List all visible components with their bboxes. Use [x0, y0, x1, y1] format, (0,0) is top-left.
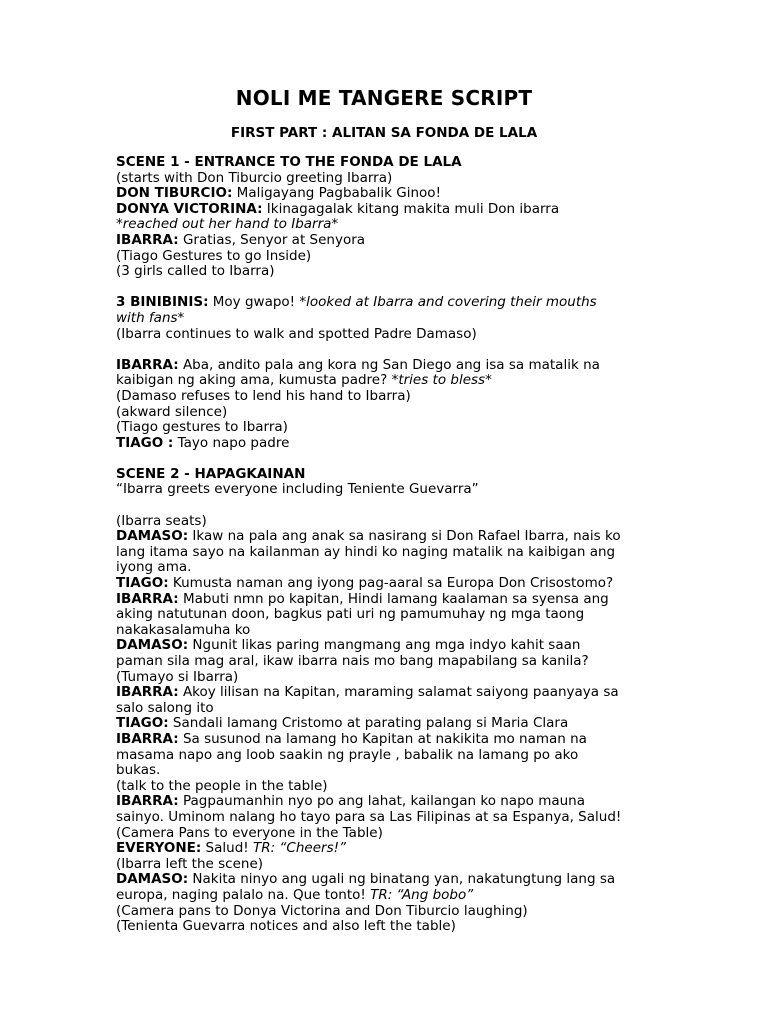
dialogue-text: Ikinagagalak kitang makita muli Don ibarra — [262, 200, 560, 217]
dialogue-text: Pagpaumanhin nyo po ang lahat, kailangan ko napo mauna — [178, 793, 586, 810]
dialogue-text: Ikaw na pala ang anak sa nasirang si Don Rafael Ibarra, nais ko — [188, 528, 621, 545]
dialogue-continuation: iyong ama. — [116, 559, 192, 576]
speaker-name: IBARRA: — [116, 356, 179, 373]
stage-direction: (Tiago Gestures to go Inside) — [116, 247, 312, 264]
scene-1-heading: SCENE 1 - ENTRANCE TO THE FONDA DE LALA — [116, 154, 462, 170]
stage-direction: (talk to the people in the table) — [116, 777, 328, 794]
part-heading: FIRST PART : ALITAN SA FONDA DE LALA — [230, 125, 538, 141]
dialogue-line — [116, 685, 656, 701]
speaker-name: DON TIBURCIO: — [116, 185, 233, 202]
dialogue-line — [116, 529, 656, 545]
speaker-name: IBARRA: — [116, 793, 179, 810]
blank-line — [116, 498, 656, 514]
stage-direction: (Ibarra continues to walk and spotted Padre Damaso) — [116, 325, 477, 342]
stage-direction: (Tiago gestures to Ibarra) — [116, 419, 288, 436]
dialogue-text: Aba, andito pala ang kora ng San Diego ang isa sa matalik na — [178, 356, 600, 373]
speaker-name: TIAGO: — [116, 715, 169, 732]
dialogue-text: Nakita ninyo ang ugali ng binatang yan, nakatungtung lang sa — [188, 871, 616, 888]
dialogue-line — [116, 592, 656, 608]
dialogue-text: Maligayang Pagbabalik Ginoo! — [232, 185, 441, 202]
dialogue-text: Sa susunod na lamang ho Kapitan at nakikita mo naman na — [178, 730, 587, 747]
scene-2-heading: SCENE 2 - HAPAGKAINAN — [116, 465, 306, 482]
stage-direction: “Ibarra greets everyone including Teniente Guevarra” — [116, 481, 479, 498]
translation-note: TR: “Cheers!” — [252, 840, 347, 857]
dialogue-line — [116, 638, 656, 654]
dialogue-continuation: sainyo. Uminom nalang ho tayo para sa Las Filipinas at sa Espanya, Salud! — [116, 808, 622, 825]
speaker-name: TIAGO : — [116, 434, 174, 451]
speaker-name: 3 BINIBINIS: — [116, 294, 209, 311]
dialogue-text: Sandali lamang Cristomo at parating palang si Maria Clara — [168, 715, 569, 732]
stage-direction: (Camera Pans to everyone in the Table) — [116, 824, 383, 841]
dialogue-text: Mabuti nmn po kapitan, Hindi lamang kaalaman sa syensa ang — [178, 590, 609, 607]
stage-direction: (Camera pans to Donya Victorina and Don Tiburcio laughing) — [116, 902, 528, 919]
speaker-name: IBARRA: — [116, 684, 179, 701]
dialogue-line — [116, 794, 656, 810]
dialogue-continuation: aking natutunan doon, bagkus pati uri ng pamumuhay ng mga taong — [116, 606, 585, 623]
stage-direction: (Tenienta Guevarra notices and also left the table) — [116, 918, 456, 935]
dialogue-line — [116, 732, 656, 748]
dialogue-text: Tayo napo padre — [173, 434, 290, 451]
dialogue-line — [116, 872, 656, 888]
blank-line — [116, 342, 656, 358]
dialogue-text: kaibigan ng aking ama, kumusta padre? — [116, 372, 392, 389]
dialogue-line — [116, 841, 656, 857]
dialogue-text: Ngunit likas paring mangmang ang mga indyo kahit saan — [188, 637, 581, 654]
speaker-name: DAMASO: — [116, 637, 189, 654]
speaker-name: IBARRA: — [116, 231, 179, 248]
dialogue-text: Akoy lilisan na Kapitan, maraming salamat saiyong paanyaya sa — [178, 684, 619, 701]
script-body — [116, 155, 656, 935]
dialogue-line — [116, 295, 656, 311]
speaker-name: EVERYONE: — [116, 840, 202, 857]
dialogue-line — [116, 576, 656, 592]
blank-line — [116, 451, 656, 467]
dialogue-line — [116, 358, 656, 374]
dialogue-continuation: masama napo ang loob saakin ng prayle , babalik na lamang po ako — [116, 746, 579, 763]
dialogue-line — [116, 888, 656, 904]
page-title: NOLI ME TANGERE SCRIPT — [235, 86, 533, 110]
dialogue-continuation: bukas. — [116, 762, 161, 779]
translation-note: TR: “Ang bobo” — [370, 886, 474, 903]
dialogue-continuation: nakakasalamuha ko — [116, 621, 251, 638]
dialogue-line — [116, 186, 656, 202]
dialogue-line — [116, 373, 656, 389]
dialogue-line — [116, 202, 656, 218]
dialogue-line — [116, 233, 656, 249]
dialogue-text: Salud! — [201, 840, 253, 857]
speaker-name: IBARRA: — [116, 730, 179, 747]
dialogue-line — [116, 436, 656, 452]
action-note: *reached out her hand to Ibarra* — [116, 216, 339, 233]
dialogue-text: Gratias, Senyor at Senyora — [178, 231, 366, 248]
action-note: with fans* — [116, 309, 185, 326]
dialogue-continuation: paman sila mag aral, ikaw ibarra nais mo bang mapabilang sa kanila? — [116, 653, 589, 669]
stage-direction: (akward silence) — [116, 403, 228, 420]
dialogue-continuation: salo salong ito — [116, 699, 214, 716]
stage-direction: (Ibarra seats) — [116, 512, 207, 529]
blank-line — [116, 280, 656, 296]
speaker-name: TIAGO: — [116, 575, 169, 592]
stage-direction: (3 girls called to Ibarra) — [116, 263, 275, 280]
stage-direction: (Tumayo si Ibarra) — [116, 668, 239, 685]
stage-direction: (starts with Don Tiburcio greeting Ibarra) — [116, 169, 393, 186]
speaker-name: DAMASO: — [116, 871, 189, 888]
stage-direction: (Damaso refuses to lend his hand to Ibarra) — [116, 387, 411, 404]
dialogue-text: europa, naging palalo na. Que tonto! — [116, 886, 371, 903]
dialogue-continuation: lang itama sayo na kailanman ay hindi ko naging matalik na kaibigan ang — [116, 543, 616, 560]
action-note: *looked at Ibarra and covering their mouths — [299, 294, 597, 311]
dialogue-line — [116, 716, 656, 732]
stage-direction: (Ibarra left the scene) — [116, 855, 264, 872]
dialogue-text: Moy gwapo! — [208, 294, 300, 311]
dialogue-text: Kumusta naman ang iyong pag-aaral sa Europa Don Crisostomo? — [168, 575, 614, 592]
speaker-name: DAMASO: — [116, 528, 189, 545]
speaker-name: DONYA VICTORINA: — [116, 200, 263, 217]
speaker-name: IBARRA: — [116, 590, 179, 607]
action-note: *tries to bless* — [391, 372, 492, 389]
